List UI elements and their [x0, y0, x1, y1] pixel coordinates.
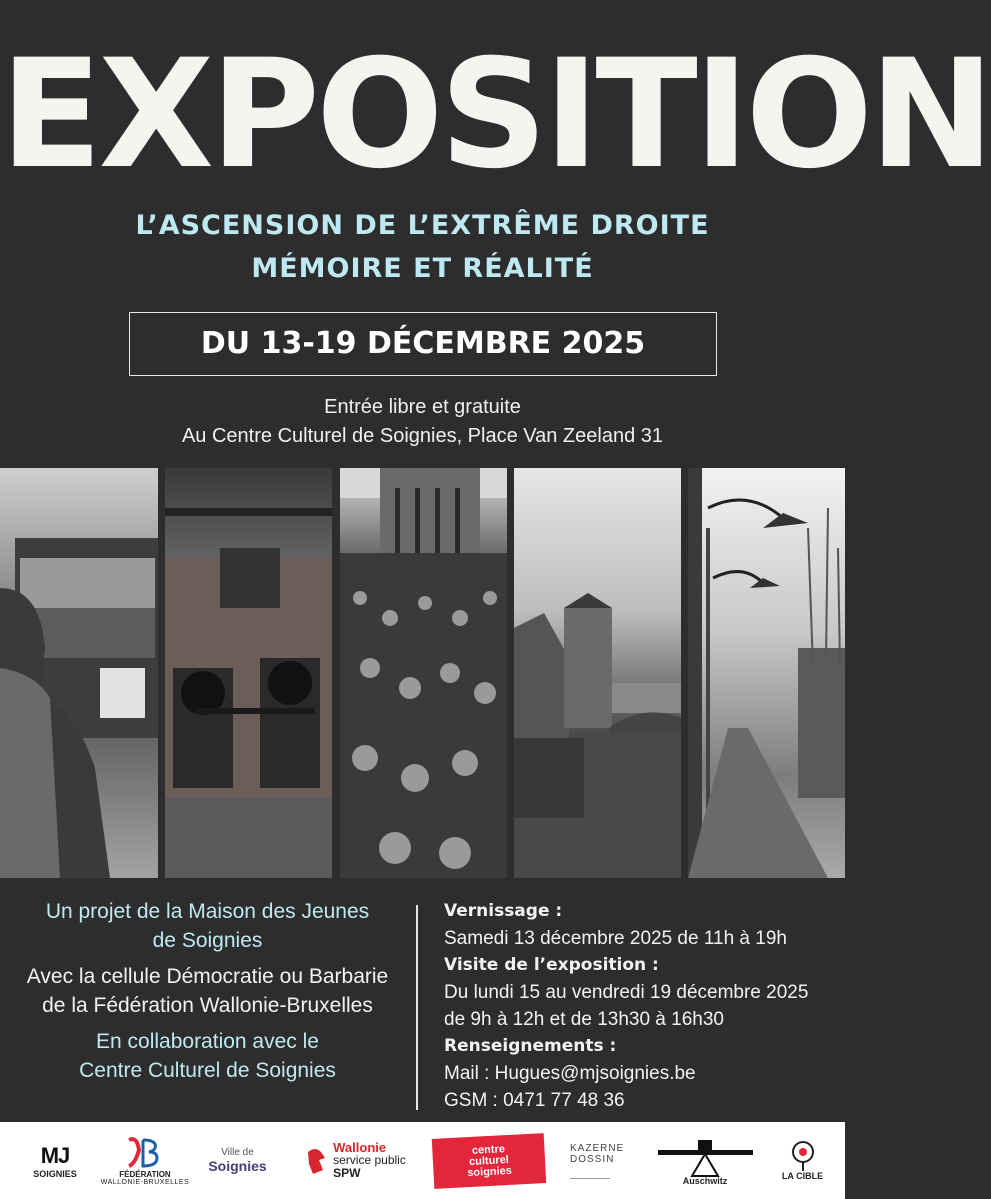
contact-gsm: GSM : 0471 77 48 36 [444, 1090, 625, 1111]
subtitle-line-1: L’ASCENSION DE L’EXTRÊME DROITE [135, 210, 710, 241]
column-divider [416, 905, 418, 1110]
vernissage-text: Samedi 13 décembre 2025 de 11h à 19h [444, 928, 787, 949]
date-box: DU 13-19 DÉCEMBRE 2025 [129, 312, 717, 376]
camp-fence-photo [688, 468, 845, 878]
venue-info: Au Centre Culturel de Soignies, Place Van Zeeland 31 [181, 425, 664, 447]
cc-logo-text-2: culturel [468, 1152, 510, 1168]
kazerne-underline [570, 1165, 610, 1179]
auschwitz-text: Auschwitz [682, 1175, 728, 1186]
auschwitz-logo [655, 1122, 755, 1199]
rens-label: Renseignements : [444, 1036, 617, 1056]
fwb-logo [100, 1122, 190, 1199]
spw-logo-text-2: service public [333, 1153, 406, 1167]
mj-soignies-logo [20, 1122, 90, 1199]
visite-label: Visite de l’exposition : [444, 955, 659, 975]
visite-text-1: Du lundi 15 au vendredi 19 décembre 2025 [444, 982, 809, 1003]
vernissage-label: Vernissage : [444, 901, 563, 921]
collab-line-2: Centre Culturel de Soignies [79, 1059, 336, 1082]
contact-mail: Mail : Hugues@mjsoignies.be [444, 1063, 696, 1084]
target-icon [790, 1141, 816, 1171]
mj-logo-mark: MJ [40, 1142, 70, 1168]
project-line-1: Un projet de la Maison des Jeunes [45, 900, 370, 923]
exhibition-title: EXPOSITION [0, 28, 991, 202]
centre-culturel-logo [430, 1122, 548, 1199]
entry-info: Entrée libre et gratuite [324, 396, 521, 418]
spw-logo-text-3: SPW [333, 1166, 361, 1180]
rooster-icon [305, 1146, 327, 1176]
ville-logo-text-1: Ville de [221, 1147, 254, 1158]
fwb-logo-text-2: WALLONIE-BRUXELLES [100, 1178, 190, 1186]
riverside-town-photo [514, 468, 681, 878]
cc-logo-text-1: centre [471, 1142, 506, 1156]
with-line-2: de la Fédération Wallonie-Bruxelles [42, 994, 373, 1017]
ville-soignies-logo [195, 1122, 280, 1199]
sponsor-logos [0, 1122, 845, 1199]
auschwitz-gate-icon [658, 1136, 753, 1176]
museum-visitor-photo [0, 468, 158, 878]
event-details [444, 898, 844, 1114]
photo-strip [0, 468, 845, 878]
fwb-logo-text-1: FÉDÉRATION [119, 1169, 171, 1179]
with-line-1: Avec la cellule Démocratie ou Barbarie [26, 965, 389, 988]
subtitle-line-2: MÉMOIRE ET RÉALITÉ [251, 253, 594, 284]
mj-logo-text: SOIGNIES [33, 1168, 77, 1179]
la-cible-logo [775, 1122, 830, 1199]
spw-logo-text-1: Wallonie [333, 1140, 387, 1155]
spw-logo [298, 1122, 413, 1199]
cc-logo-text-3: soignies [466, 1163, 513, 1179]
project-credits [0, 897, 415, 1085]
crematorium-ovens-photo [165, 468, 332, 878]
kazerne-dossin-logo [570, 1122, 640, 1199]
visite-text-2: de 9h à 12h et de 13h30 à 16h30 [444, 1009, 724, 1030]
fwb-icon [125, 1136, 165, 1170]
project-line-2: de Soignies [152, 929, 263, 952]
kazerne-text-1: KAZERNE [570, 1142, 625, 1154]
crowd-salute-photo [340, 468, 507, 878]
ville-logo-text-2: Soignies [208, 1158, 267, 1174]
la-cible-text: LA CIBLE [781, 1170, 824, 1181]
collab-line-1: En collaboration avec le [96, 1030, 319, 1053]
kazerne-text-2: DOSSIN [570, 1153, 615, 1165]
